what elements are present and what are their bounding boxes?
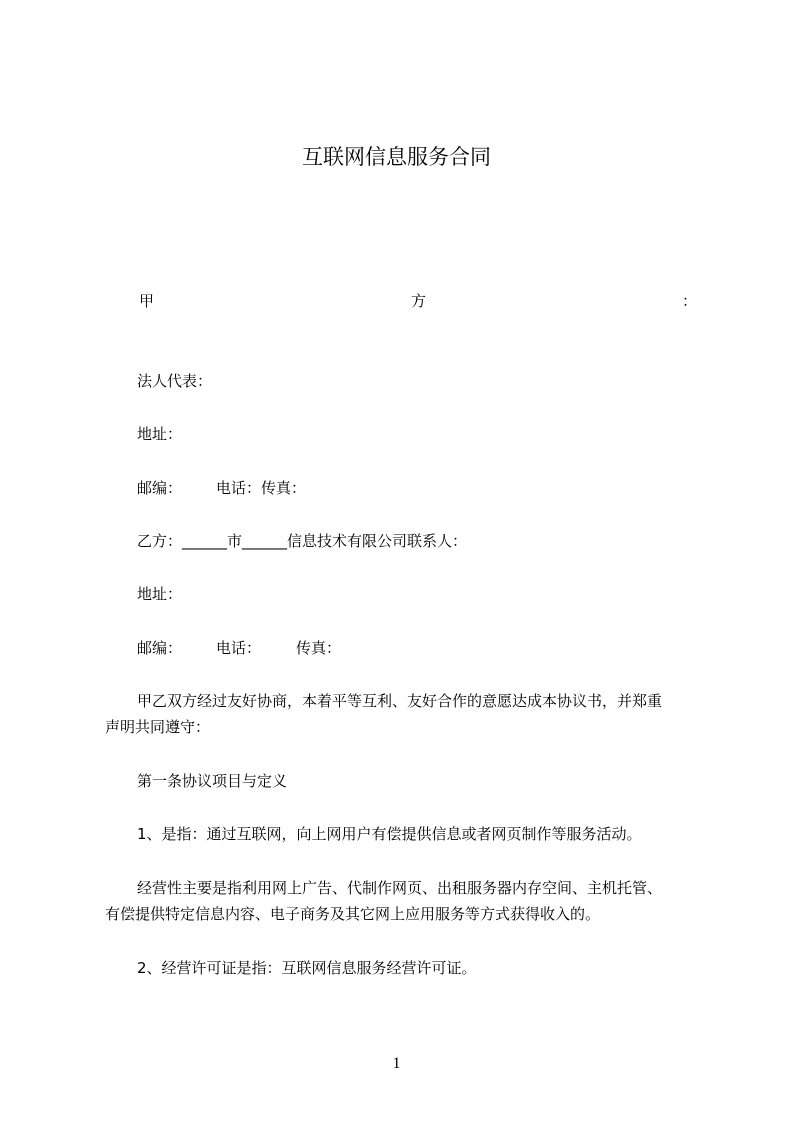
document-title: 互联网信息服务合同 — [302, 145, 491, 169]
party-b-address: 地址： — [137, 585, 183, 603]
intro-line-2: 声明共同遵守： — [105, 718, 211, 736]
page-number: 1 — [392, 1055, 401, 1072]
party-b-line: 乙方：______市______信息技术有限公司联系人： — [137, 532, 468, 550]
party-b-postcode: 邮编： — [137, 639, 183, 657]
party-a-address: 地址： — [137, 425, 183, 443]
party-a-colon: ： — [682, 292, 698, 310]
party-a-phone-fax: 电话：传真： — [216, 479, 307, 497]
party-b-fax: 传真： — [296, 639, 342, 657]
article-1-title: 第一条协议项目与定义 — [137, 772, 288, 790]
article-1-item-2: 2、经营许可证是指：互联网信息服务经营许可证。 — [137, 959, 477, 977]
article-1-item-1: 1、是指：通过互联网，向上网用户有偿提供信息或者网页制作等服务活动。 — [137, 825, 642, 843]
intro-line-1: 甲乙双方经过友好协商，本着平等互利、友好合作的意愿达成本协议书，并郑重 — [137, 692, 663, 710]
party-a-label-char1: 甲 — [139, 292, 155, 310]
party-b-phone: 电话： — [216, 639, 262, 657]
party-a-label-char2: 方 — [411, 292, 427, 310]
article-1-paragraph-line-2: 有偿提供特定信息内容、电子商务及其它网上应用服务等方式获得收入的。 — [105, 905, 601, 923]
party-a-legal-rep: 法人代表： — [137, 372, 213, 390]
party-a-postcode: 邮编： — [137, 479, 183, 497]
article-1-paragraph-line-1: 经营性主要是指利用网上广告、代制作网页、出租服务器内存空间、主机托管、 — [137, 879, 663, 897]
